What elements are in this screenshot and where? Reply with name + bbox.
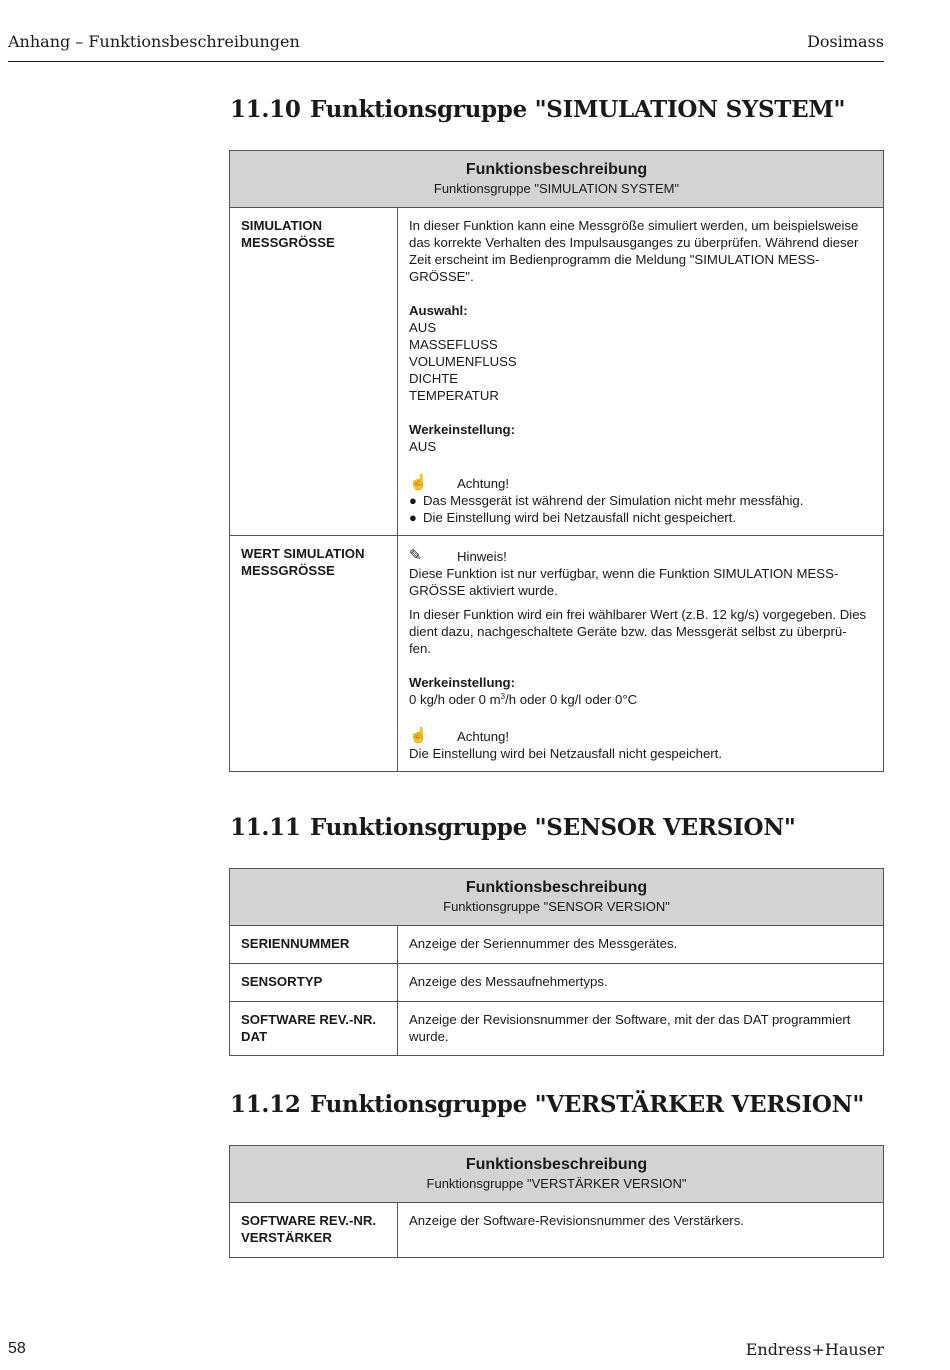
table-title: Funktionsbeschreibung xyxy=(465,879,648,896)
function-table-simulation-system xyxy=(229,150,884,772)
table-subtitle: Funktionsgruppe "SENSOR VERSION" xyxy=(443,899,670,914)
table-row xyxy=(230,926,884,964)
hint-note xyxy=(409,545,872,565)
pointing-hand-icon: ☝ xyxy=(409,727,428,744)
function-name: WERT SIMULATION MESSGRÖSSE xyxy=(230,536,398,772)
selection-option: TEMPERATUR xyxy=(409,388,499,403)
selection-option: MASSEFLUSS xyxy=(409,337,498,352)
function-description: Anzeige der Seriennummer des Messgerätes. xyxy=(398,926,884,964)
bullet-icon: ● xyxy=(409,510,417,525)
default-label: Werkeinstellung: xyxy=(409,675,516,690)
default-value: 0 kg/h oder 0 $m^3/h$ oder 0 kg/l oder 0°C xyxy=(409,692,638,707)
function-name: SIMULATION MESSGRÖSSE xyxy=(230,208,398,536)
hint-label: Hinweis! xyxy=(457,549,507,564)
function-description: In dieser Funktion kann eine Messgröße simuliert werden, um beispielsweise das korrekte Verhalten des Impulsausganges zu überprüfen. Während dieser Zeit erscheint im Bedienprogramm die Meldung "SIMULATION MESS- GRÖSSE". Auswahl: AUS MASSEFLUSS VOLUMENFLUSS DICHTE TEMPERATUR Werkeinstellung: AUS ☝ Achtung! ● Das Messgerät ist während der Simulation nicht mehr messfähig. ● Die Einstellung wird bei Netzausfall nicht gespeichert. xyxy=(398,208,884,536)
function-name: SOFTWARE REV.-NR. DAT xyxy=(230,1002,398,1056)
table-row xyxy=(230,964,884,1002)
table-row xyxy=(230,1002,884,1056)
table-row xyxy=(230,536,884,772)
table-header xyxy=(230,1146,884,1203)
function-description: Anzeige des Messaufnehmertyps. xyxy=(398,964,884,1002)
table-title: Funktionsbeschreibung xyxy=(465,1156,648,1173)
table-header xyxy=(230,151,884,208)
section-heading: Funktionsgruppe "SIMULATION SYSTEM" xyxy=(310,96,846,123)
section-title-sensor-version xyxy=(230,814,796,841)
function-description: Anzeige der Revisionsnummer der Software, mit der das DAT programmiert wurde. xyxy=(398,1002,884,1056)
table-row xyxy=(230,208,884,536)
table-subtitle: Funktionsgruppe "VERSTÄRKER VERSION" xyxy=(426,1176,687,1191)
selection-option: VOLUMENFLUSS xyxy=(409,354,517,369)
function-name: SERIENNUMMER xyxy=(230,926,398,964)
caution-label: Achtung! xyxy=(457,476,510,491)
header-chapter: Anhang – Funktionsbeschreibungen xyxy=(8,32,300,51)
selection-option: AUS xyxy=(409,320,437,335)
table-header xyxy=(230,869,884,926)
caution-label: Achtung! xyxy=(457,729,510,744)
default-label: Werkeinstellung: xyxy=(409,422,516,437)
section-title-verstaerker-version xyxy=(230,1091,864,1118)
section-number: 11.11 xyxy=(230,814,301,841)
caution-note xyxy=(409,472,872,492)
pencil-icon: ✎ xyxy=(409,547,422,564)
selection-option: DICHTE xyxy=(409,371,459,386)
caution-note xyxy=(409,725,872,745)
section-title-simulation-system xyxy=(230,96,845,123)
page-number: 58 xyxy=(8,1340,26,1357)
function-table-verstaerker-version xyxy=(229,1145,884,1258)
header-product: Dosimass xyxy=(807,32,884,51)
brand-logo: Endress+Hauser xyxy=(745,1340,884,1359)
bullet-icon: ● xyxy=(409,493,417,508)
list-item: ● Das Messgerät ist während der Simulation nicht mehr messfähig. xyxy=(409,493,804,508)
table-subtitle: Funktionsgruppe "SIMULATION SYSTEM" xyxy=(433,181,680,196)
table-title: Funktionsbeschreibung xyxy=(465,161,648,178)
default-value: AUS xyxy=(409,439,437,454)
function-description: ✎ Hinweis! Diese Funktion ist nur verfügbar, wenn die Funktion SIMULATION MESS- GRÖSSE aktiviert wurde. In dieser Funktion wird ein frei wählbarer Wert (z.B. 12 kg/s) vorgegeben. Dies dient dazu, nachgeschaltete Geräte bzw. das Messgerät selbst zu überprü- fen. Werkeinstellung: 0 kg/h oder 0 $m^3/h$ oder 0 kg/l oder 0°C ☝ Achtung! Die Einstellung wird bei Netzausfall nicht gespeichert. xyxy=(398,536,884,772)
pointing-hand-icon: ☝ xyxy=(409,474,428,491)
function-name: SOFTWARE REV.-NR. VERSTÄRKER xyxy=(230,1203,398,1258)
list-item: ● Die Einstellung wird bei Netzausfall nicht gespeichert. xyxy=(409,510,736,525)
section-number: 11.12 xyxy=(230,1091,301,1118)
section-number: 11.10 xyxy=(230,96,301,123)
section-heading: Funktionsgruppe "VERSTÄRKER VERSION" xyxy=(310,1091,865,1118)
selection-label: Auswahl: xyxy=(409,303,468,318)
function-description: Anzeige der Software-Revisionsnummer des Verstärkers. xyxy=(398,1203,884,1258)
section-heading: Funktionsgruppe "SENSOR VERSION" xyxy=(310,814,796,841)
function-table-sensor-version xyxy=(229,868,884,1056)
function-name: SENSORTYP xyxy=(230,964,398,1002)
page-header xyxy=(8,30,884,62)
table-row xyxy=(230,1203,884,1258)
